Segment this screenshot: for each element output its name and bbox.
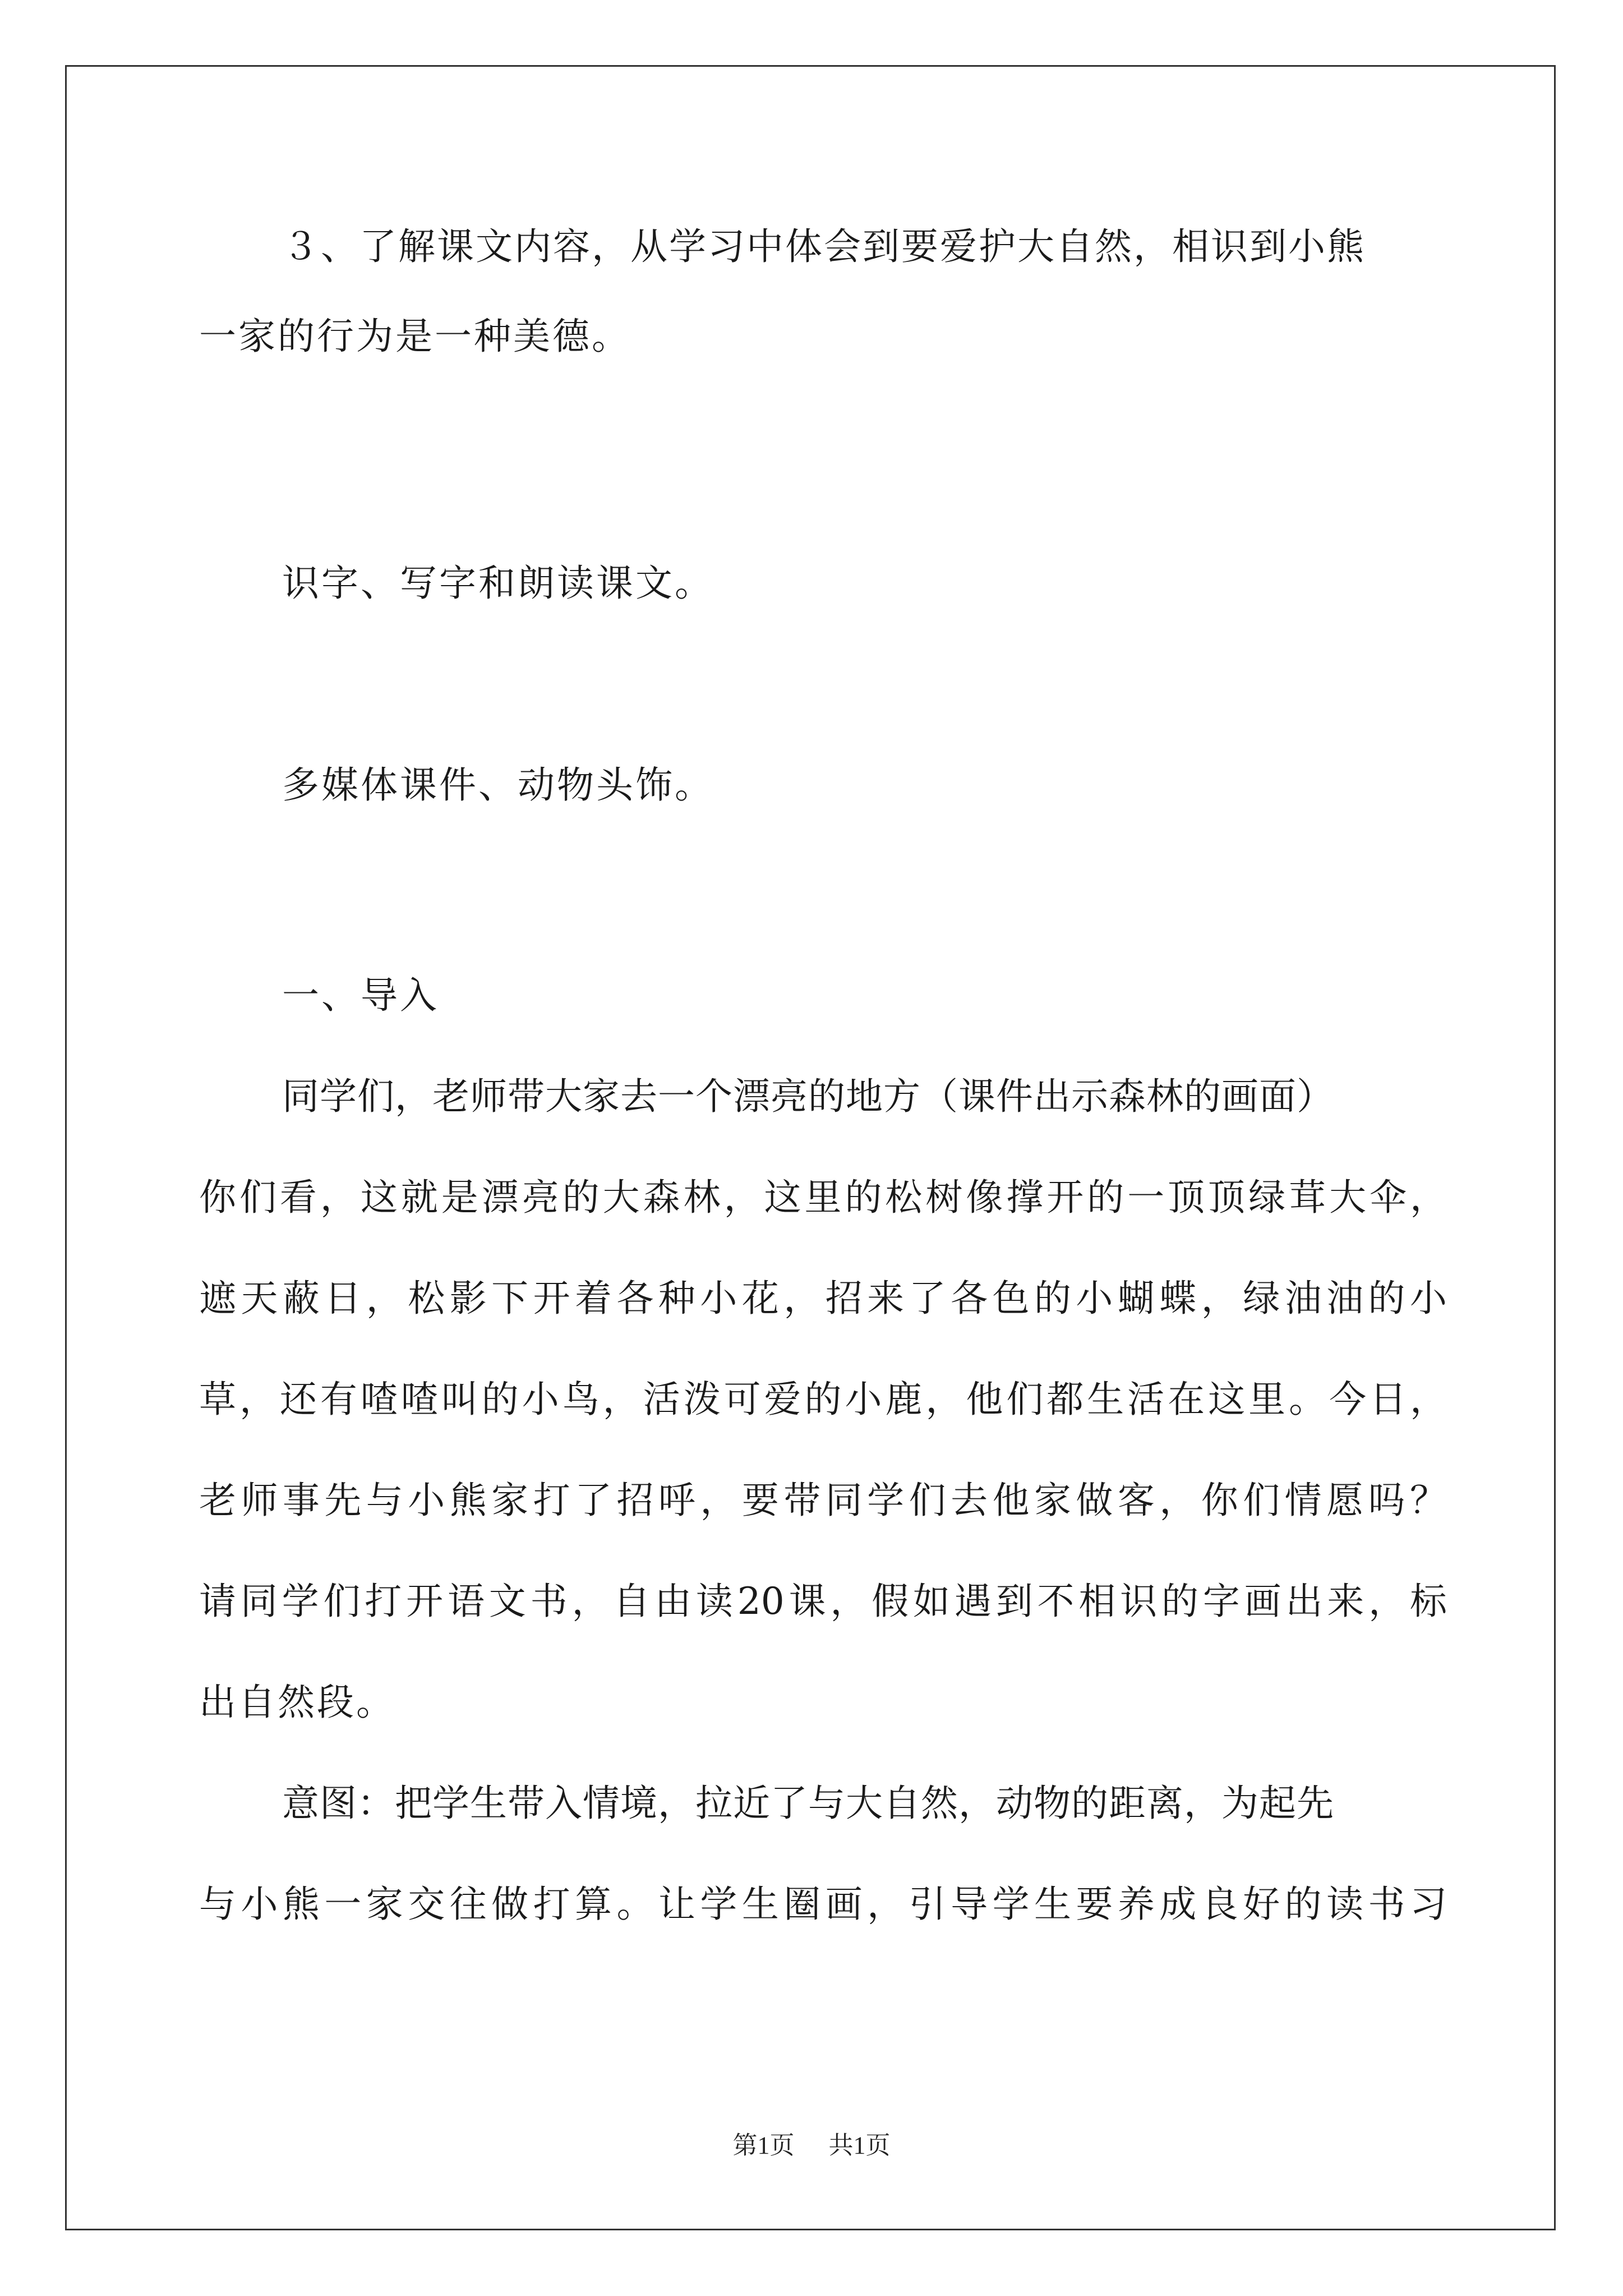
paragraph-line: 意图：把学生带入情境，拉近了与大自然，动物的距离，为起先 bbox=[282, 1782, 1334, 1825]
paragraph-line: 同学们，老师带大家去一个漂亮的地方（课件出示森林的画面） bbox=[282, 1075, 1334, 1118]
paragraph-line: 老师事先与小熊家打了招呼，要带同学们去他家做客，你们情愿吗？ bbox=[199, 1479, 1447, 1522]
paragraph-line: 识字、写字和朗读课文。 bbox=[282, 562, 714, 605]
section-heading: 一、导入 bbox=[282, 974, 439, 1017]
page-total: 共1页 bbox=[828, 2132, 891, 2159]
page-footer bbox=[0, 2125, 1623, 2161]
paragraph-line: 出自然段。 bbox=[199, 1681, 395, 1724]
paragraph-line: 遮天蔽日，松影下开着各种小花，招来了各色的小蝴蝶，绿油油的小 bbox=[199, 1277, 1447, 1320]
paragraph-line: 一家的行为是一种美德。 bbox=[199, 315, 631, 358]
paragraph-line: 多媒体课件、动物头饰。 bbox=[282, 763, 714, 807]
paragraph-line: ３、了解课文内容，从学习中体会到要爱护大自然，相识到小熊 bbox=[282, 225, 1366, 268]
paragraph-line: 请同学们打开语文书，自由读20课，假如遇到不相识的字画出来，标 bbox=[199, 1580, 1447, 1623]
paragraph-line: 草，还有喳喳叫的小鸟，活泼可爱的小鹿，他们都生活在这里。今日， bbox=[199, 1378, 1447, 1421]
page-number: 第1页 bbox=[732, 2132, 795, 2159]
paragraph-line: 你们看，这就是漂亮的大森林，这里的松树像撑开的一顶顶绿茸大伞， bbox=[199, 1176, 1447, 1219]
paragraph-line: 与小熊一家交往做打算。让学生圈画，引导学生要养成良好的读书习 bbox=[199, 1883, 1447, 1926]
